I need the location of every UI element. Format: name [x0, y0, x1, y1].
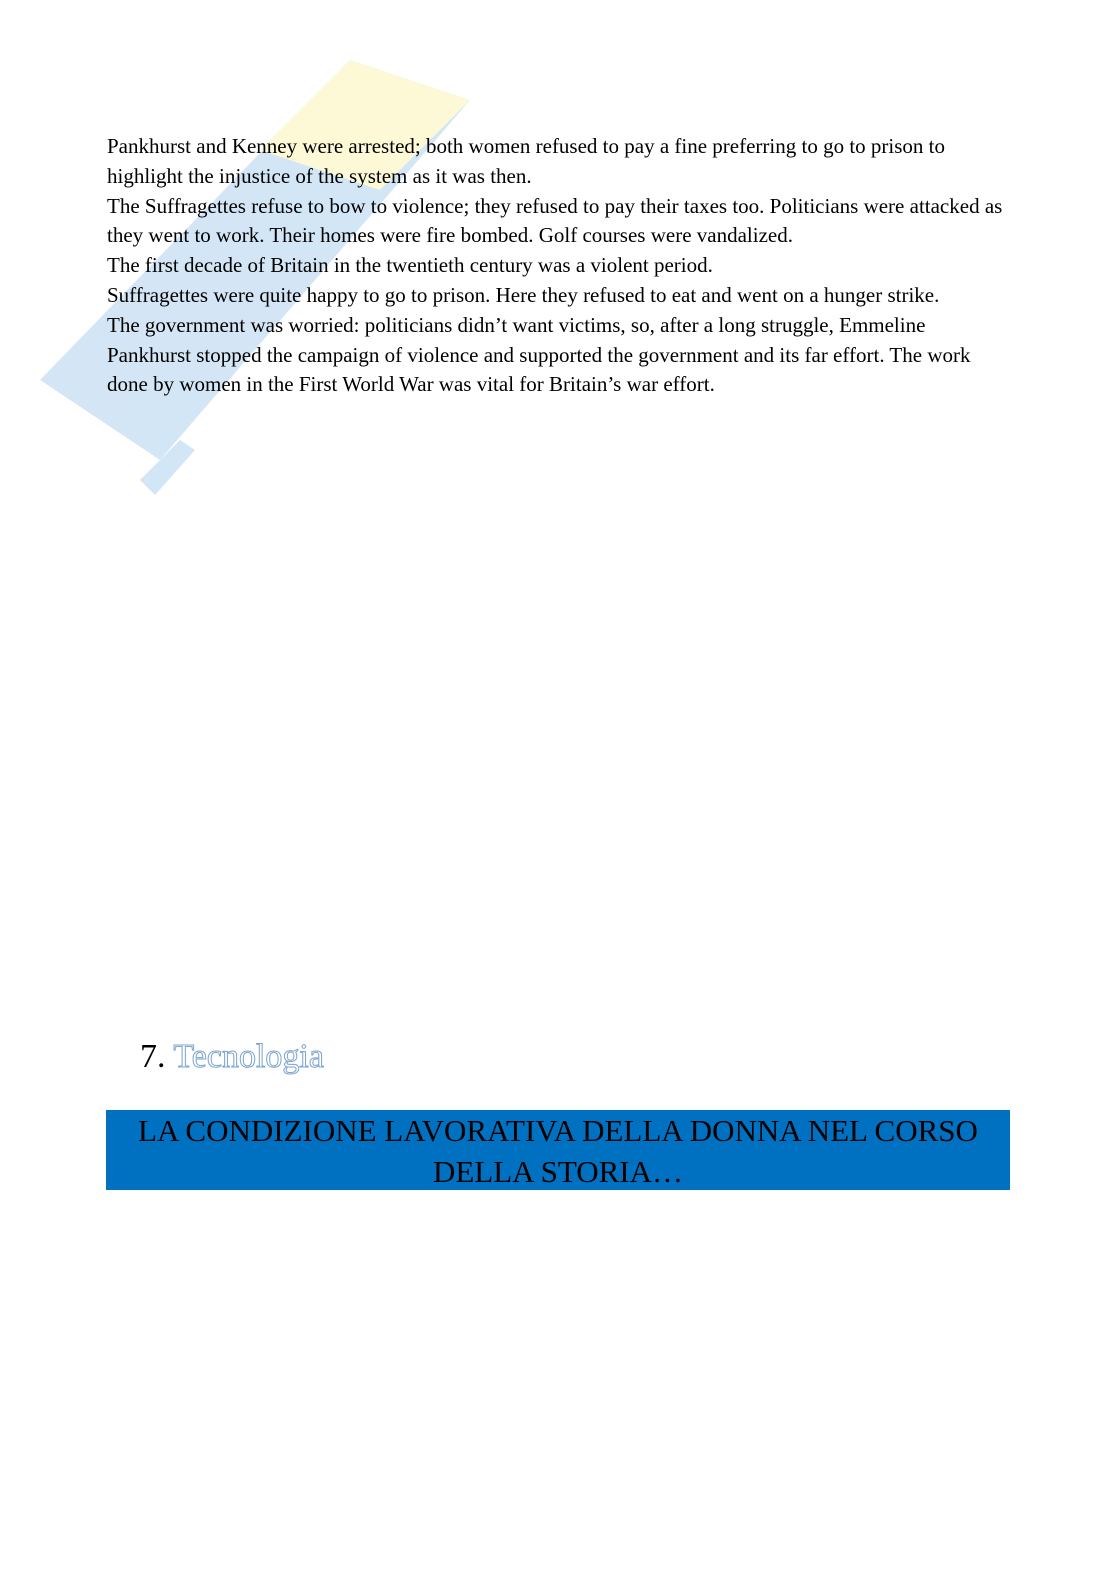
paragraph-prison: Suffragettes were quite happy to go to prison. Here they refused to eat and went on a hunger strike.	[107, 282, 940, 307]
section-number: 7.	[140, 1038, 166, 1075]
section-title: Tecnologia	[173, 1038, 324, 1075]
paragraph-violence: The Suffragettes refuse to bow to violence; they refused to pay their taxes too. Politicians were attacked as they went to work. Their homes were fire bombed. Golf courses were vandalized.	[107, 193, 1003, 248]
paragraph-government: The government was worried: politicians didn’t want victims, so, after a long struggle, Emmeline Pankhurst stopped the campaign of violence and supported the government and its far effort. The work done by women in the First World War was vital for Britain’s war effort.	[107, 312, 971, 397]
paragraph-arrest: Pankhurst and Kenney were arrested; both women refused to pay a fine preferring to go to prison to highlight the injustice of the system as it was then.	[107, 134, 946, 188]
chapter-banner	[106, 1110, 1010, 1190]
body-text	[107, 132, 1012, 400]
section-heading	[140, 1035, 324, 1079]
paragraph-decade: The first decade of Britain in the twentieth century was a violent period.	[107, 253, 713, 278]
chapter-banner-text: LA CONDIZIONE LAVORATIVA DELLA DONNA NEL CORSO DELLA STORIA…	[138, 1113, 978, 1189]
